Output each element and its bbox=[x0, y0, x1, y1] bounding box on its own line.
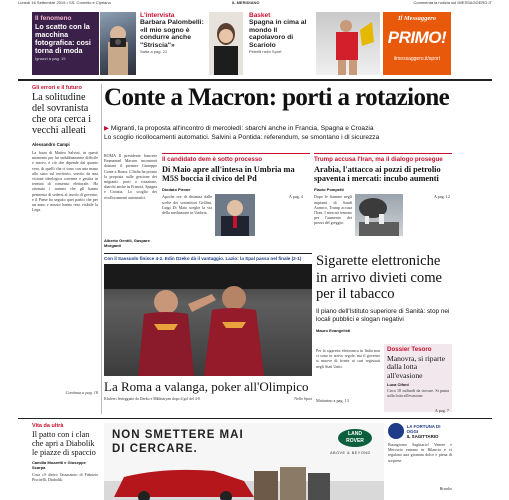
dossier-title: Manovra, si riparte dalla lotta all'evasione bbox=[387, 354, 445, 380]
ad-line1: NON SMETTERE MAI bbox=[112, 429, 244, 441]
editorial-title: La solitudine del sovranista che ora cerca i vecchi alleati bbox=[32, 92, 92, 136]
sport-kicker: Con il Sassuolo finisce 4-2. Edin Dzeko dà il vantaggio. Lazio: la Spal passa nel finale (2-1) bbox=[104, 256, 302, 261]
arabia-body: Dopo le fiamme negli impianti di Saudi Aramco, Trump accusa l'Iran. I mercati temono per l'aumento dei prezzi del greggio. bbox=[314, 194, 352, 226]
lead-body: ROMA Il presidente francese Emmanuel Macron incontrerà domani il premier Giuseppe Conte a Roma. L'Italia ha pronto la proposta sulle gestione dei migranti: porti a rotazione, sbarchi anche in Francia, Spagna e Croazia. Lo scoglio dei ricollocamenti automatici. bbox=[104, 153, 157, 200]
lead-author: Alberto Gentili, Gaspare Morganti bbox=[104, 238, 150, 248]
headline-sub bbox=[104, 125, 456, 142]
teaser-meta: Petrelli nello Sport bbox=[249, 49, 282, 55]
sagittarius-icon bbox=[388, 423, 404, 439]
editorial-author: Alessandro Campi bbox=[32, 142, 70, 147]
arabia-author: Flavio Pompetti bbox=[314, 187, 344, 193]
cigarette-body: Per la sigaretta elettronica in Italia non ci sono in arrivo regole, ma il governo si muove di fronte ai casi registrati negli Stati Uniti. bbox=[316, 348, 380, 369]
bottom-divider bbox=[18, 418, 492, 419]
ad-brand-top: LAND bbox=[348, 431, 362, 437]
car-image bbox=[104, 463, 384, 500]
dossier-body: Circa 18 miliardi da trovare. Si punta sulla lotta all'evasione. bbox=[387, 388, 449, 399]
top-divider bbox=[18, 79, 492, 81]
teaser-title: Barbara Palombelli: «Il mio sogno è condurre anche "Striscia"» bbox=[140, 19, 204, 49]
umbria-body: Apoche ore di distanza dalle scelte dei sostenitori Grillini, Luigi Di Maio sceglie la via della mediazione in Umbria. bbox=[162, 194, 212, 216]
landrover-logo bbox=[338, 429, 372, 447]
lead-story[interactable] bbox=[104, 153, 157, 248]
ultra-title: Il patto con i clan che apri a Diabolik le piazze di spaccio bbox=[32, 430, 96, 457]
dimaio-photo bbox=[215, 194, 255, 236]
arabia-story[interactable] bbox=[314, 153, 452, 248]
teaser-kicker: Il fenomeno bbox=[35, 15, 72, 22]
cigarette-title: Sigarette elettroniche in arrivo divieti come per il tabacco bbox=[316, 253, 443, 303]
ad-brand-bottom: ROVER bbox=[346, 438, 364, 444]
sport-credit: Nello Sport bbox=[294, 397, 312, 401]
dossier-kicker: Dossier Tesoro bbox=[387, 346, 432, 353]
roma-photo bbox=[104, 264, 312, 376]
sport-title: La Roma a valanga, poker all'Olimpico bbox=[104, 379, 309, 394]
date-line: Lunedì 16 Settembre 2019 • SS. Cornelio e Cipriano bbox=[18, 0, 111, 5]
teaser-meta: Ignazzi a pag. 19 bbox=[35, 56, 66, 61]
cigarette-meta: Mattarino a pag. 13 bbox=[316, 398, 349, 403]
brand-small: IL MERIDIANO bbox=[232, 0, 260, 5]
landrover-ad[interactable] bbox=[104, 423, 384, 500]
dossier-meta: A pag. 7 bbox=[434, 408, 449, 414]
teaser-kicker: L'intervista bbox=[140, 12, 175, 19]
cigarette-story[interactable] bbox=[316, 253, 452, 333]
teaser-title: Spagna in cima al mondo Il capolavoro di Scariolo bbox=[249, 19, 307, 49]
horoscope[interactable] bbox=[388, 423, 452, 491]
teaser-fenomeno[interactable] bbox=[32, 12, 99, 75]
teaser-kicker: Basket bbox=[249, 12, 271, 19]
teaser-meta: Satta a pag. 21 bbox=[140, 49, 168, 55]
umbria-title: Di Maio apre all'intesa in Umbria ma M5S boccia il civico del Pd bbox=[162, 165, 295, 184]
cigarette-body-col bbox=[316, 348, 380, 403]
horoscope-author: Branko bbox=[439, 486, 452, 491]
headline-sub1: Migranti, la proposta all'incontro di mercoledì: sbarchi anche in Francia, Spagna e Croazia bbox=[110, 125, 374, 132]
ad-line2: DI CERCARE. bbox=[112, 443, 198, 455]
promo-word: PRIMO! bbox=[387, 28, 447, 47]
sport-meta: Klulvert festeggiato da Dzeko e Mkhitaryan dopo il gol del 4-0 bbox=[104, 397, 200, 401]
horoscope-sign: IL SAGITTARIO bbox=[406, 433, 439, 439]
camera-photo bbox=[100, 12, 136, 75]
sport-story[interactable] bbox=[104, 253, 312, 413]
palombelli-photo bbox=[209, 12, 243, 75]
arabia-kicker: Trump accusa l'Iran, ma il dialogo prosegue bbox=[314, 156, 443, 163]
promo-brand: Il Messaggero bbox=[397, 15, 437, 22]
dossier-author: Luca Cifoni bbox=[387, 382, 409, 388]
column-divider bbox=[101, 84, 102, 414]
editorial-continue[interactable]: Continua a pag. 18 bbox=[65, 390, 98, 395]
comment-line[interactable]: Commenta la notizia sul IMESSAGGERO.IT bbox=[413, 0, 492, 5]
main-headline[interactable]: Conte a Macron: porti a rotazione bbox=[104, 84, 450, 111]
ultra-story[interactable] bbox=[32, 423, 98, 486]
umbria-meta: A pag. 4 bbox=[288, 194, 303, 200]
arabia-title: Arabia, l'attacco ai pozzi di petrolio spaventa i mercati: incubo aumenti bbox=[314, 165, 441, 184]
ultra-kicker: Vita da ultrà bbox=[32, 423, 64, 429]
umbria-author: Diodato Pirone bbox=[162, 187, 191, 193]
promo-url[interactable]: ilmessaggero.it/sport bbox=[393, 56, 441, 62]
arabia-meta: A pag. 12 bbox=[433, 194, 450, 200]
ultra-body: Cosa c'è dietro l'assassinio di Fabrizio Piscitelli, Diabolik. bbox=[32, 472, 98, 483]
editorial-body: La forza di Matteo Salvini, in questi momento per lui indubbiamente difficile e nuovo, è ciò che dipende dal quanto vero, di quelli che ci sono con una mano allo stato sul territorio, servito da una visione ideologica coerente e gestita in termini di consenso elettorale. Ha ottenuto i numeri che gli hanno permesso di sedersi al tavolo di governo, e il Paese ha seguito quei partiti che per un anno e mezzo hanno reso visibile la Lega. bbox=[32, 150, 98, 213]
umbria-kicker: Il candidato dem è sotto processo bbox=[162, 156, 263, 163]
promo-box[interactable] bbox=[383, 12, 451, 75]
cigarette-sub: Il piano dell'Istituto superiore di Sanità: stop nei locali pubblici e slogan negativi bbox=[316, 307, 450, 323]
headline-sub2: Lo scoglio ricollocamenti automatici. Salvini a Pontida: referendum, se smontano i dl sicurezza bbox=[104, 133, 380, 141]
editorial-kicker: Gli errori e il futuro bbox=[32, 85, 82, 91]
umbria-story[interactable] bbox=[162, 153, 310, 248]
bullet-icon: ▶ bbox=[104, 125, 110, 132]
basket-photo bbox=[316, 12, 380, 75]
dossier-story[interactable] bbox=[384, 344, 452, 412]
left-editorial[interactable] bbox=[32, 85, 98, 395]
teaser-title: Lo scatto con la macchina fotografica: cosi torna di moda bbox=[35, 22, 91, 55]
teaser-intervista[interactable] bbox=[140, 12, 208, 75]
horoscope-body: Buongiorno Sagittario! Venere e Mercurio entrano in Bilancia e vi regalano una giornata dolce e piena di sorprese. bbox=[388, 442, 452, 463]
ad-tagline: ABOVE & BEYOND bbox=[330, 451, 371, 455]
horoscope-title: LA FORTUNA DI OGGI bbox=[406, 423, 441, 434]
teaser-basket[interactable] bbox=[249, 12, 315, 75]
cigarette-author: Mauro Evangelisti bbox=[316, 327, 351, 333]
ultra-author: Camilla Mozzetti e Giuseppe Scarpa bbox=[32, 460, 86, 470]
oil-fire-photo bbox=[355, 194, 403, 236]
